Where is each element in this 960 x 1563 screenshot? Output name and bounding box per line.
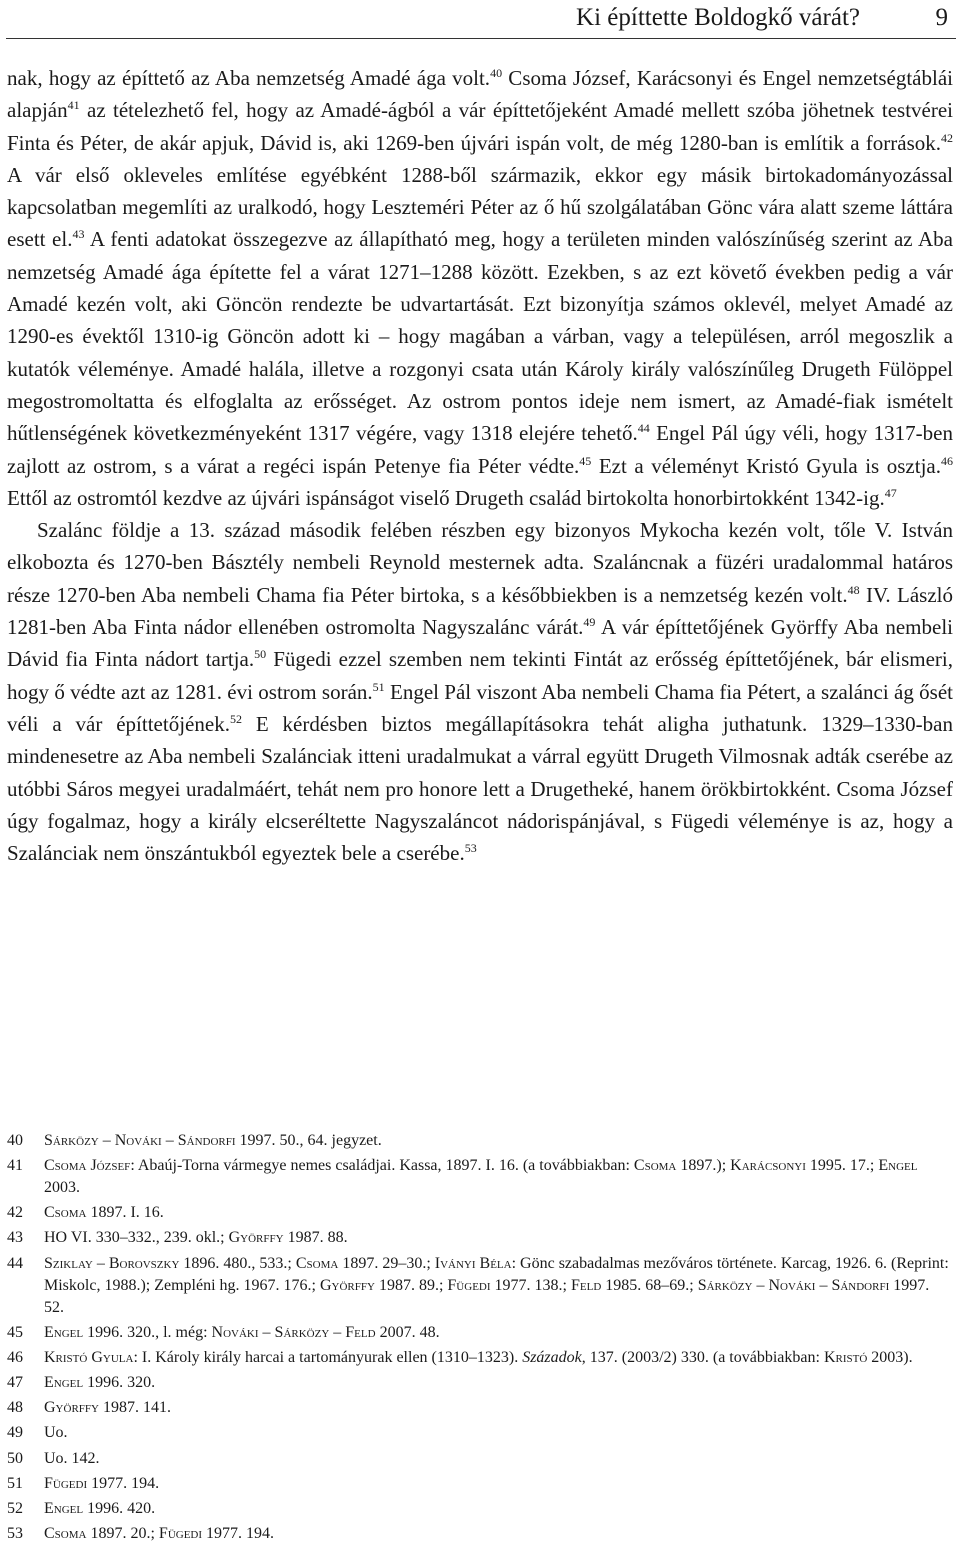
footnote-ref: 43 — [72, 227, 85, 242]
footnote-number: 49 — [7, 1424, 23, 1442]
footnote-text — [44, 1253, 953, 1320]
author-name: Sárközy – Nováki – Sándorfi — [44, 1132, 236, 1149]
footnote-50 — [7, 1448, 953, 1470]
footnote-ref: 52 — [229, 711, 242, 726]
text-run: E kérdésben biztos megállapításokra tehát aligha juthatunk. 1329–1330-ban mindenesetre az Aba nembeli Szalánciak itteni uradalmukat a várral együtt Drugeth Vilmosnak adták cserébe az utóbbi Sáros megyei uradalmáért, tehát nem pro honore lett a Drugetheké, hanem örökbirtokként. Csoma József úgy fogalmaz, hogy a király elcseréltette Nagyszaláncot nádorispánjával, s Fügedi véleménye is az, hogy a Szalánciak nem önszántukból egyeztek bele a cserébe. — [7, 711, 953, 866]
footnote-ref: 45 — [579, 453, 592, 468]
footnote-number: 44 — [7, 1254, 23, 1272]
text-run: 1996. 320., l. még: — [83, 1324, 212, 1342]
footnote-49 — [7, 1422, 953, 1444]
author-name: Györffy — [319, 1276, 375, 1294]
running-title: Ki építtette Boldogkő várát? — [576, 4, 860, 31]
text-run: 1977. 194. — [202, 1524, 275, 1542]
author-name: Sziklay – Borovszky — [44, 1254, 180, 1272]
author-name: Nováki – Sárközy – Feld — [211, 1324, 376, 1342]
footnote-ref: 49 — [583, 615, 596, 630]
author-name: Kristó — [823, 1349, 868, 1367]
author-name: Fügedi — [158, 1524, 203, 1542]
footnotes — [7, 1130, 953, 1548]
footnote-ref: 42 — [941, 130, 953, 145]
footnote-ref: 47 — [884, 485, 897, 500]
footnote-number: 47 — [7, 1374, 23, 1392]
text-run: Engel Pál úgy véli, hogy 1317-ben zajlott az ostrom, s a várat a regéci ispán Petenye fia Péter védte. — [7, 421, 953, 478]
text-run: HO VI. 330–332., 239. okl.; — [44, 1229, 229, 1247]
text-run: Ettől az ostromtól kezdve az újvári ispánságot viselő Drugeth család birtokolta honorbirtokként 1342-ig. — [7, 485, 885, 510]
footnote-ref: 41 — [67, 98, 80, 113]
footnote-48 — [7, 1397, 953, 1419]
author-name: Györffy — [44, 1399, 99, 1417]
footnote-number: 41 — [7, 1157, 23, 1175]
journal-title: Századok — [522, 1349, 582, 1367]
footnote-ref: 53 — [464, 841, 477, 856]
header-rule — [6, 38, 956, 39]
page-number: 9 — [935, 4, 948, 31]
footnote-text — [44, 1523, 953, 1545]
text-run: 1987. 89.; — [374, 1276, 448, 1294]
text-run: 1997. 52. — [44, 1276, 930, 1316]
text-run: 1996. 320. — [83, 1374, 156, 1392]
footnote-45 — [7, 1322, 953, 1344]
footnote-number: 42 — [7, 1204, 23, 1222]
author-name: Feld — [570, 1276, 602, 1294]
footnote-number: 50 — [7, 1449, 23, 1467]
text-run: 2003). — [867, 1349, 913, 1367]
footnote-number: 53 — [7, 1524, 23, 1542]
text-run: 1987. 141. — [98, 1399, 171, 1417]
text-run: 1997. 50., 64. jegyzet. — [235, 1132, 382, 1149]
text-run: Engel Pál viszont Aba nembeli Chama fia Pétert, a szalánci ág ősét véli a vár építtetőjének. — [7, 679, 953, 736]
author-name: Csoma József — [44, 1157, 131, 1175]
footnote-text — [44, 1202, 953, 1224]
footnote-ref: 46 — [941, 453, 953, 468]
footnote-text — [44, 1347, 953, 1369]
text-run: Szalánc földje a 13. század második felében részben egy bizonyos Mykocha kezén volt, tőle V. István elkobozta és 1270-ben Básztély nembeli Reynold mesternek adta. Szaláncnak a füzéri uradalommal határos része 1270-ben Aba nembeli Chama fia Péter birtoka, s a későbbiekben is a nemzetség kezén volt. — [7, 518, 953, 607]
text-run: 1897. 29–30.; — [338, 1254, 435, 1272]
footnote-text — [44, 1130, 953, 1152]
footnote-41 — [7, 1155, 953, 1199]
text-run: 1995. 17.; — [805, 1157, 879, 1175]
author-name: Sárközy – Nováki – Sándorfi — [697, 1276, 890, 1294]
text-run: : Gönc szabadalmas mezőváros története. Karcag, 1926. 6. (Reprint: Miskolc, 1988.); Zempléni hg. 1967. 176.; — [44, 1254, 949, 1294]
footnote-40 — [7, 1130, 953, 1152]
text-run: IV. László 1281-ben Aba Finta nádor ellenében ostromolta Nagyszalánc várát. — [7, 582, 953, 640]
text-run: A vár építtetőjének Györffy Aba nembeli Dávid fia Finta nádort tartja. — [7, 615, 954, 672]
text-run: 1977. 138.; — [490, 1276, 571, 1294]
text-run: 1987. 88. — [283, 1229, 348, 1247]
text-run: 1896. 480., 533.; — [179, 1254, 296, 1272]
footnote-47 — [7, 1372, 953, 1394]
footnote-number: 51 — [7, 1474, 23, 1492]
text-run: , 137. (2003/2) 330. (a továbbiakban: — [581, 1349, 824, 1367]
footnote-42 — [7, 1202, 953, 1224]
footnote-number: 46 — [7, 1349, 23, 1367]
text-run: Csoma József, Karácsonyi és Engel nemzetségtáblái alapján — [7, 66, 953, 123]
author-name: Iványi Béla — [434, 1254, 512, 1272]
footnote-number: 45 — [7, 1324, 23, 1342]
author-name: Csoma — [295, 1254, 339, 1272]
footnote-ref: 40 — [490, 66, 503, 80]
footnote-number: 40 — [7, 1132, 23, 1149]
footnote-text — [44, 1227, 953, 1249]
text-run: Fügedi ezzel szemben nem tekinti Fintát az erősség építtetőjének, bár elismeri, hogy ő védte azt az 1281. évi ostrom során. — [7, 647, 953, 704]
author-name: Kristó Gyula — [44, 1349, 134, 1367]
author-name: Engel — [44, 1499, 84, 1517]
footnote-text — [44, 1397, 953, 1419]
paragraph-2 — [7, 514, 953, 869]
footnote-text — [44, 1155, 953, 1199]
footnote-number: 43 — [7, 1229, 23, 1247]
author-name: Györffy — [228, 1229, 284, 1247]
text-run: 1985. 68–69.; — [601, 1276, 698, 1294]
author-name: Csoma — [633, 1157, 677, 1175]
footnote-text: Uo. 142. — [44, 1449, 100, 1467]
text-run: 1897.); — [676, 1157, 731, 1175]
footnote-text — [44, 1473, 953, 1495]
body-text — [7, 62, 953, 869]
footnote-ref: 48 — [847, 582, 860, 597]
footnote-text — [44, 1322, 953, 1344]
text-run: A vár első okleveles említése egyébként 1288-ből származik, ekkor egy másik birtokadományozással kapcsolatban megemlíti az uralkodó, hogy Leszteméri Péter az ő hű szolgálatában Gönc vára alatt szeme láttára esett el. — [7, 162, 953, 252]
footnote-number: 52 — [7, 1499, 23, 1517]
paragraph-1 — [7, 62, 953, 514]
author-name: Csoma — [44, 1524, 87, 1542]
footnote-53 — [7, 1523, 953, 1545]
footnote-46 — [7, 1347, 953, 1369]
text-run: 2003. — [44, 1179, 80, 1197]
author-name: Fügedi — [447, 1276, 491, 1294]
text-run: : Abaúj-Torna vármegye nemes családjai. Kassa, 1897. I. 16. (a továbbiakban: — [130, 1157, 634, 1175]
author-name: Engel — [44, 1374, 84, 1392]
text-run: 1897. 20.; — [86, 1524, 159, 1542]
text-run: 1977. 194. — [87, 1474, 160, 1492]
text-run: 1897. I. 16. — [86, 1204, 164, 1222]
footnote-ref: 51 — [372, 679, 385, 694]
text-run: nak, hogy az építtető az Aba nemzetség Amadé ága volt. — [7, 66, 491, 90]
footnote-ref: 44 — [637, 421, 650, 436]
footnote-text: Uo. — [44, 1424, 68, 1442]
footnote-44 — [7, 1253, 953, 1320]
text-run: A fenti adatokat összegezve az állapítható meg, hogy a területen minden valószínűség szerint az Aba nemzetség Amadé ága építette fel a várat 1271–1288 között. Ezekben, s az ezt követő években pedig a vár Amadé kezén volt, aki Göncön rendezte be udvartartását. Ezt bizonyítja számos oklevél, melyet Amadé az 1290-es évektől 1310-ig Göncön adott ki – hogy magában a várban, vagy a településen, arról megoszlik a kutatók véleménye. Amadé halála, illetve a rozgonyi csata után Károly király valószínűleg Drugeth Fülöppel megostromoltatta és elfoglalta az erősséget. Az ostrom pontos ideje nem ismert, az Amadé-fiak ismételt hűtlenségének következményeként 1317 végére, vagy 1318 elejére tehető. — [7, 227, 953, 446]
footnote-text — [44, 1372, 953, 1394]
author-name: Fügedi — [44, 1474, 88, 1492]
footnote-52 — [7, 1498, 953, 1520]
footnote-number: 48 — [7, 1399, 23, 1417]
footnote-ref: 50 — [254, 647, 267, 662]
footnote-51 — [7, 1473, 953, 1495]
page-header — [0, 0, 960, 38]
text-run: 1996. 420. — [83, 1499, 156, 1517]
footnote-43 — [7, 1227, 953, 1249]
text-run: Ezt a véleményt Kristó Gyula is osztja. — [591, 453, 941, 478]
text-run: 2007. 48. — [375, 1324, 440, 1342]
author-name: Engel — [878, 1157, 918, 1175]
author-name: Engel — [44, 1324, 84, 1342]
text-run: az tételezhető fel, hogy az Amadé-ágból a vár építtetőjeként Amadé mellett szóba jöhetnek testvérei Finta és Péter, de akár apjuk, Dávid is, aki 1269-ben újvári ispán volt, de még 1280-ban is említik a források. — [7, 98, 953, 155]
text-run: : I. Károly király harcai a tartományurak ellen (1310–1323). — [133, 1349, 523, 1367]
author-name: Karácsonyi — [730, 1157, 806, 1175]
footnote-text — [44, 1498, 953, 1520]
author-name: Csoma — [44, 1204, 87, 1222]
